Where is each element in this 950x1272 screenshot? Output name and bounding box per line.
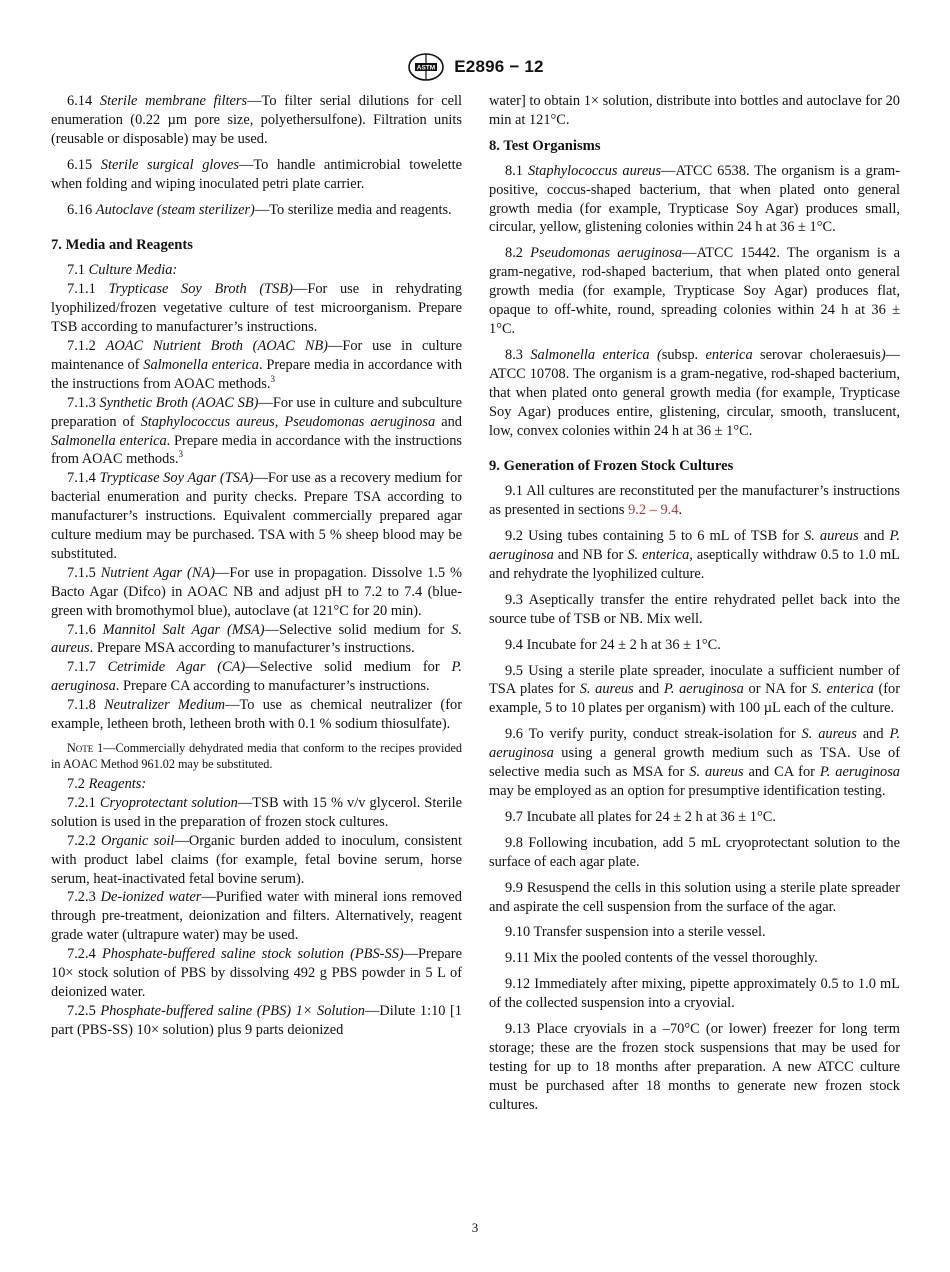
- clause-9-7: 9.7 Incubate all plates for 24 ± 2 h at 36 ± 1°C.: [505, 808, 776, 825]
- clause-7-2-5-continued: water] to obtain 1× solution, distribute into bottles and autoclave for 20 min at 121°C.: [489, 93, 900, 128]
- clause-6-16: 6.16 Autoclave (steam sterilizer)—To sterilize media and reagents.: [67, 201, 452, 218]
- section-8-heading: 8. Test Organisms: [489, 137, 601, 154]
- clause-7-1-5: 7.1.5 Nutrient Agar (NA)—For use in propagation. Dissolve 1.5 % Bacto Agar (Difco) in AOAC NB and adjust pH to 7.2 to 7.4 (blue-green with bromothymol blue), autoclave (at 121°C for 20 min).: [51, 564, 462, 619]
- clause-7-1-2: 7.1.2 AOAC Nutrient Broth (AOAC NB)—For use in culture maintenance of Salmonella enterica. Prepare media in accordance with the instructions from AOAC methods.$^3$: [51, 337, 463, 392]
- clause-7-1-8: 7.1.8 Neutralizer Medium—To use as chemical neutralizer (for example, letheen broth, letheen broth with 0.1 % sodium thiosulfate).: [51, 697, 462, 733]
- note-1: Note 1—Commercially dehydrated media that conform to the recipes provided in AOAC Method 961.02 may be substituted.: [51, 741, 462, 771]
- astm-logo-icon: [406, 52, 446, 82]
- doc-code: E2896 − 12: [454, 57, 544, 76]
- section-9-heading: 9. Generation of Frozen Stock Cultures: [489, 458, 734, 475]
- section-cross-reference-link[interactable]: 9.2 – 9.4: [628, 502, 679, 519]
- clause-9-9: 9.9 Resuspend the cells in this solution using a sterile plate spreader and aspirate the cell suspension from the surface of the agar.: [489, 879, 900, 915]
- clause-9-4: 9.4 Incubate for 24 ± 2 h at 36 ± 1°C.: [505, 636, 721, 653]
- clause-7-1-7: 7.1.7 Cetrimide Agar (CA)—Selective solid medium for P. aeruginosa. Prepare CA according to manufacturer’s instructions.: [51, 659, 462, 695]
- clause-8-1: 8.1 Staphylococcus aureus—ATCC 6538. The organism is a gram-positive, coccus-shaped bacterium, that when plated onto general growth media (for example, Trypticase Soy Agar) produces small, circular, yellow, glistening colonies within 24 h at 36 ± 1°C.: [489, 162, 900, 236]
- clause-9-2: 9.2 Using tubes containing 5 to 6 mL of TSB for S. aureus and P. aeruginosa and NB for S. enterica, aseptically withdraw 0.5 to 1.0 mL and rehydrate the lyophilized culture.: [489, 528, 900, 582]
- clause-7-1-3: 7.1.3 Synthetic Broth (AOAC SB)—For use in culture and subculture preparation of Staphylococcus aureus, Pseudomonas aeruginosa and Salmonella enterica. Prepare media in accordance with the instructions from AOAC methods.$^3$: [51, 394, 462, 468]
- clause-7-1-4: 7.1.4 Trypticase Soy Agar (TSA)—For use as a recovery medium for bacterial enumeration and purity checks. Prepare TSA according to manufacturer’s instructions. Equivalent commercially prepared agar culture medium may be purchased. TSA with 5 % sheep blood may be substituted.: [51, 470, 462, 562]
- clause-9-3: 9.3 Aseptically transfer the entire rehydrated pellet back into the source tube of TSB or NB. Mix well.: [489, 591, 900, 627]
- footnote-ref: 3: [270, 373, 275, 384]
- left-column: [51, 92, 462, 1040]
- clause-9-1: 9.1 All cultures are reconstituted per the manufacturer’s instructions as presented in sections 9.2 – 9.4.: [489, 483, 901, 519]
- clause-8-2: 8.2 Pseudomonas aeruginosa—ATCC 15442. The organism is a gram-negative, rod-shaped bacterium, that when plated onto general growth media (for example, Trypticase Soy Agar) produces flat, opaque to off-white, round, spreading colonies within 24 h at 36 ± 1°C.: [489, 245, 900, 337]
- section-7-heading: 7. Media and Reagents: [51, 237, 193, 254]
- clause-7-2-1: 7.2.1 Cryoprotectant solution—TSB with 15 % v/v glycerol. Sterile solution is used in the preparation of frozen stock cultures.: [51, 794, 462, 830]
- clause-7-1-1: 7.1.1 Trypticase Soy Broth (TSB)—For use in rehydrating lyophilized/frozen vegetative culture of test microorganism. Prepare TSB according to manufacturer’s instructions.: [51, 281, 462, 336]
- clause-9-11: 9.11 Mix the pooled contents of the vessel thoroughly.: [505, 950, 818, 967]
- clause-9-6: 9.6 To verify purity, conduct streak-isolation for S. aureus and P. aeruginosa using a general growth medium such as TSA. Use of selective media such as MSA for S. aureus and CA for P. aeruginosa may be employed as an option for presumptive identification testing.: [489, 726, 901, 799]
- clause-9-5: 9.5 Using a sterile plate spreader, inoculate a sufficient number of TSA plates for S. aureus and P. aeruginosa or NA for S. enterica (for example, 5 to 10 plates per organism) with 100 µL each of the culture.: [489, 662, 901, 717]
- svg-text:ASTM: ASTM: [417, 64, 436, 72]
- clause-9-12: 9.12 Immediately after mixing, pipette approximately 0.5 to 1.0 mL of the collected suspension into a cryovial.: [489, 976, 900, 1012]
- clause-9-13: 9.13 Place cryovials in a –70°C (or lower) freezer for long term storage; these are the frozen stock suspensions that may be used for testing for up to 18 months after preparation. A new ATCC culture must be purchased after 18 months to generate new frozen stock cultures.: [489, 1021, 900, 1113]
- clause-7-2-5: 7.2.5 Phosphate-buffered saline (PBS) 1× Solution—Dilute 1:10 [1 part (PBS-SS) 10× solution) plus 9 parts deionized: [51, 1002, 462, 1038]
- clause-8-3: 8.3 Salmonella enterica (subsp. enterica serovar choleraesuis)—ATCC 10708. The organism is a gram-negative, rod-shaped bacterium, that when plated onto general growth media (for example, Trypticase Soy Agar) produces entire, glistening, circular, smooth, translucent, low, convex colonies within 24 h at 36 ± 1°C.: [489, 346, 900, 439]
- right-column: [489, 92, 900, 1115]
- clause-9-8: 9.8 Following incubation, add 5 mL cryoprotectant solution to the surface of each agar plate.: [489, 834, 900, 870]
- page-header: [0, 52, 950, 82]
- clause-7-2: 7.2 Reagents:: [67, 776, 147, 792]
- clause-7-1: 7.1 Culture Media:: [67, 262, 178, 279]
- clause-9-10: 9.10 Transfer suspension into a sterile vessel.: [505, 924, 766, 941]
- clause-6-15: 6.15 Sterile surgical gloves—To handle antimicrobial towelette when folding and wiping inoculated petri plate carrier.: [51, 156, 462, 192]
- page-number: 3: [471, 1220, 479, 1235]
- clause-6-14: 6.14 Sterile membrane filters—To filter serial dilutions for cell enumeration (0.22 µm pore size, polyethersulfone). Filtration units (reusable or disposable) may be used.: [51, 93, 462, 147]
- footnote-ref: 3: [178, 449, 184, 460]
- clause-7-2-2: 7.2.2 Organic soil—Organic burden added to inoculum, consistent with product label claims (for example, fetal bovine serum, horse serum, heat-inactivated fetal bovine serum).: [51, 832, 462, 887]
- clause-7-2-3: 7.2.3 De-ionized water—Purified water with mineral ions removed through pre-treatment, deionization and filters. Alternatively, reagent grade water (ultrapure water) may be used.: [51, 889, 462, 944]
- clause-7-1-6: 7.1.6 Mannitol Salt Agar (MSA)—Selective solid medium for S. aureus. Prepare MSA according to manufacturer’s instructions.: [51, 621, 462, 657]
- clause-7-2-4: 7.2.4 Phosphate-buffered saline stock solution (PBS-SS)—Prepare 10× stock solution of PBS by dissolving 492 g PBS powder in 5 L of deionized water.: [51, 946, 462, 1000]
